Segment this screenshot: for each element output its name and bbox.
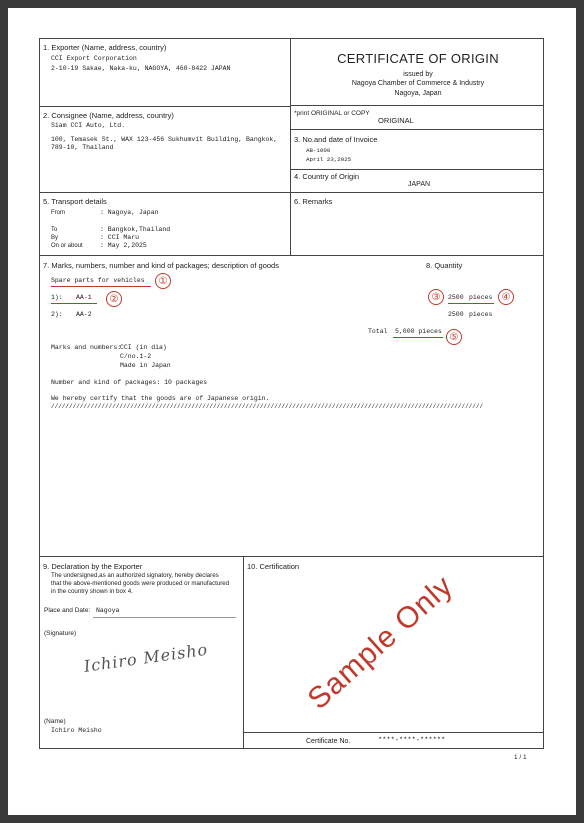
invoice-number: AB-1000 [306, 147, 331, 154]
marks-line-1: CCI (in dia) [120, 344, 167, 351]
by-value: : CCI Maru [100, 234, 140, 241]
form-frame [39, 38, 544, 749]
exporter-address: 2-10-19 Sakae, Naka-ku, NAGOYA, 460-8422 JAPAN [51, 65, 231, 72]
origin-certify: We hereby certify that the goods are of Japanese origin. [51, 395, 270, 402]
to-label: To [51, 227, 58, 233]
quantity-2: 2500 [448, 311, 464, 318]
divider [290, 129, 544, 130]
certificate-title: CERTIFICATE OF ORIGIN [337, 51, 499, 66]
exporter-name: CCI Export Corporation [51, 55, 137, 62]
item2-number: 2): [51, 311, 63, 318]
place-date-line [93, 617, 236, 618]
box4-label: 4. Country of Origin [294, 172, 360, 181]
marker-5: ⑤ [446, 329, 462, 345]
sample-watermark: Sample Only [301, 569, 460, 716]
marker-1: ① [155, 273, 171, 289]
closing-slashes: //////////////////////////////////////////////////////////////////////////////////////////////////////////////////////// [51, 403, 484, 410]
place-date-value: Nagoya [96, 607, 120, 614]
divider [290, 38, 291, 255]
divider [39, 556, 544, 557]
consignee-address-1: 100, Temasek St., WAX 123-456 Sukhumvit Building, Bangkok, [51, 136, 278, 143]
marks-line-2: C/no.1-2 [120, 353, 152, 360]
box7-label: 7. Marks, numbers, number and kind of packages; description of goods [43, 261, 279, 270]
item1-number: 1): [51, 294, 63, 301]
from-value: : Nagoya, Japan [100, 209, 159, 216]
item1-name: AA-1 [76, 294, 92, 301]
total-value: 5,000 pieces [395, 328, 442, 335]
box6-label: 6. Remarks [294, 197, 333, 206]
page-number: 1 / 1 [514, 754, 527, 761]
certificate-number-label: Certificate No. [306, 738, 351, 745]
on-value: : May 2,2025 [100, 242, 147, 249]
total-underline [393, 337, 443, 338]
divider [39, 255, 544, 256]
divider [290, 105, 544, 106]
print-label: *print ORIGINAL or COPY [294, 110, 370, 117]
declaration-line-1: The undersigned,as an authorized signatory, hereby declares [51, 572, 219, 579]
box8-label: 8. Quantity [426, 261, 463, 270]
consignee-address-2: 789-10, Thailand [51, 144, 114, 151]
print-value: ORIGINAL [378, 116, 414, 125]
signature-label: (Signature) [44, 630, 77, 637]
packages: Number and kind of packages: 10 packages [51, 379, 208, 386]
goods-description: Spare parts for vehicles [51, 277, 145, 284]
signature: Ichiro Meisho [82, 639, 210, 676]
item2-name: AA-2 [76, 311, 92, 318]
marks-label: Marks and numbers: [51, 344, 122, 351]
divider [290, 169, 544, 170]
box2-label: 2. Consignee (Name, address, country) [43, 111, 174, 120]
marker-3: ③ [428, 289, 444, 305]
box1-label: 1. Exporter (Name, address, country) [43, 43, 167, 52]
item1-underline [51, 303, 97, 304]
declaration-line-3: in the country shown in box 4. [51, 588, 133, 595]
box10-label: 10. Certification [247, 562, 300, 571]
to-value: : Bangkok,Thailand [100, 226, 171, 233]
quantity-1: 2500 [448, 294, 464, 301]
unit-1: pieces [469, 294, 493, 301]
box9-label: 9. Declaration by the Exporter [43, 562, 143, 571]
total-label: Total [368, 328, 388, 335]
place-date-label: Place and Date: [44, 607, 91, 614]
box3-label: 3. No.and date of Invoice [294, 135, 378, 144]
box5-label: 5. Transport details [43, 197, 107, 206]
on-label: On or about [51, 243, 83, 249]
quantity-1-underline [448, 303, 494, 304]
issuer: Nagoya Chamber of Commerce & Industry [351, 80, 485, 87]
by-label: By [51, 235, 59, 241]
certificate-sheet [8, 8, 576, 815]
issued-by: issued by [403, 71, 433, 78]
description-underline [51, 286, 151, 287]
consignee-name: Siam CCI Auto, Ltd. [51, 122, 126, 129]
from-label: From [51, 210, 65, 216]
invoice-date: April 23,2025 [306, 156, 352, 163]
marker-4: ④ [498, 289, 514, 305]
issuer-location: Nagoya, Japan [394, 90, 442, 97]
divider [39, 106, 291, 107]
exporter-signatory: Ichiro Meisho [51, 727, 102, 734]
certificate-number-value: ****-****-****** [378, 737, 446, 745]
divider [243, 556, 244, 749]
marks-line-3: Made in Japan [120, 362, 171, 369]
name-label: (Name) [44, 718, 66, 725]
divider [39, 192, 544, 193]
divider [243, 732, 544, 733]
declaration-line-2: that the above-mentioned goods were produced or manufactured [51, 580, 230, 587]
unit-2: pieces [469, 311, 493, 318]
country-value: JAPAN [408, 181, 431, 188]
marker-2: ② [106, 291, 122, 307]
